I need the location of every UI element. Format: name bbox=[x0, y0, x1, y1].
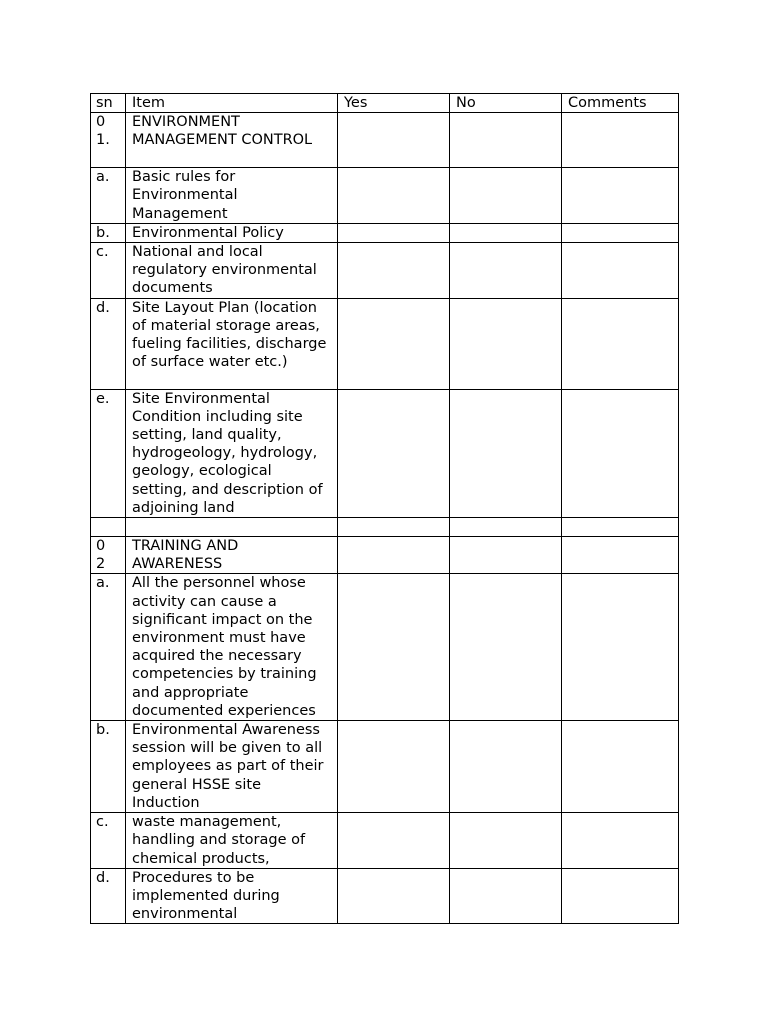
row-item: National and local regulatory environmental documents bbox=[126, 243, 338, 299]
row-no-cell[interactable] bbox=[450, 243, 562, 299]
row-no-cell[interactable] bbox=[450, 868, 562, 924]
row-no-cell[interactable] bbox=[450, 518, 562, 537]
table-row bbox=[91, 813, 679, 869]
row-comments-cell[interactable] bbox=[562, 537, 679, 574]
header-no: No bbox=[450, 94, 562, 113]
row-sn: c. bbox=[91, 243, 126, 299]
row-yes-cell[interactable] bbox=[338, 537, 450, 574]
row-yes-cell[interactable] bbox=[338, 168, 450, 224]
row-sn: 0 1. bbox=[91, 113, 126, 168]
row-no-cell[interactable] bbox=[450, 537, 562, 574]
row-item: Site Layout Plan (location of material storage areas, fueling facilities, discharge of surface water etc.) bbox=[126, 298, 338, 389]
row-item bbox=[126, 518, 338, 537]
row-yes-cell[interactable] bbox=[338, 223, 450, 242]
table-row bbox=[91, 518, 679, 537]
header-row bbox=[91, 94, 679, 113]
row-no-cell[interactable] bbox=[450, 721, 562, 813]
row-no-cell[interactable] bbox=[450, 113, 562, 168]
row-yes-cell[interactable] bbox=[338, 518, 450, 537]
row-comments-cell[interactable] bbox=[562, 113, 679, 168]
row-yes-cell[interactable] bbox=[338, 113, 450, 168]
row-sn: d. bbox=[91, 868, 126, 924]
row-sn: e. bbox=[91, 389, 126, 517]
header-comments: Comments bbox=[562, 94, 679, 113]
row-item: TRAINING AND AWARENESS bbox=[126, 537, 338, 574]
row-sn: c. bbox=[91, 813, 126, 869]
row-item: Site Environmental Condition including site setting, land quality, hydrogeology, hydrology, geology, ecological setting, and description of adjoining land bbox=[126, 389, 338, 517]
row-no-cell[interactable] bbox=[450, 389, 562, 517]
row-comments-cell[interactable] bbox=[562, 518, 679, 537]
row-yes-cell[interactable] bbox=[338, 389, 450, 517]
header-yes: Yes bbox=[338, 94, 450, 113]
row-item: Environmental Awareness session will be given to all employees as part of their general HSSE site Induction bbox=[126, 721, 338, 813]
row-comments-cell[interactable] bbox=[562, 298, 679, 389]
row-comments-cell[interactable] bbox=[562, 168, 679, 224]
row-sn: 0 2 bbox=[91, 537, 126, 574]
row-item: waste management, handling and storage of chemical products, bbox=[126, 813, 338, 869]
row-comments-cell[interactable] bbox=[562, 868, 679, 924]
table-row bbox=[91, 574, 679, 721]
row-comments-cell[interactable] bbox=[562, 721, 679, 813]
table-row bbox=[91, 113, 679, 168]
row-yes-cell[interactable] bbox=[338, 721, 450, 813]
row-no-cell[interactable] bbox=[450, 168, 562, 224]
row-item: Basic rules for Environmental Management bbox=[126, 168, 338, 224]
row-comments-cell[interactable] bbox=[562, 243, 679, 299]
row-sn: b. bbox=[91, 721, 126, 813]
row-no-cell[interactable] bbox=[450, 223, 562, 242]
table-row bbox=[91, 223, 679, 242]
table-row bbox=[91, 298, 679, 389]
row-comments-cell[interactable] bbox=[562, 813, 679, 869]
table-row bbox=[91, 537, 679, 574]
row-sn: d. bbox=[91, 298, 126, 389]
row-yes-cell[interactable] bbox=[338, 243, 450, 299]
table-row bbox=[91, 168, 679, 224]
row-item: ENVIRONMENT MANAGEMENT CONTROL bbox=[126, 113, 338, 168]
environmental-checklist-table bbox=[90, 93, 679, 924]
row-no-cell[interactable] bbox=[450, 574, 562, 721]
header-sn: sn bbox=[91, 94, 126, 113]
row-comments-cell[interactable] bbox=[562, 389, 679, 517]
row-yes-cell[interactable] bbox=[338, 298, 450, 389]
row-item: All the personnel whose activity can cause a significant impact on the environment must have acquired the necessary competencies by training and appropriate documented experiences bbox=[126, 574, 338, 721]
row-yes-cell[interactable] bbox=[338, 813, 450, 869]
row-item: Procedures to be implemented during environmental bbox=[126, 868, 338, 924]
table-row bbox=[91, 721, 679, 813]
table-body bbox=[91, 113, 679, 924]
row-yes-cell[interactable] bbox=[338, 574, 450, 721]
row-comments-cell[interactable] bbox=[562, 574, 679, 721]
row-sn: a. bbox=[91, 168, 126, 224]
table-row bbox=[91, 389, 679, 517]
row-sn: b. bbox=[91, 223, 126, 242]
row-yes-cell[interactable] bbox=[338, 868, 450, 924]
row-sn bbox=[91, 518, 126, 537]
row-no-cell[interactable] bbox=[450, 298, 562, 389]
row-no-cell[interactable] bbox=[450, 813, 562, 869]
table-row bbox=[91, 868, 679, 924]
row-sn: a. bbox=[91, 574, 126, 721]
row-comments-cell[interactable] bbox=[562, 223, 679, 242]
header-item: Item bbox=[126, 94, 338, 113]
row-item: Environmental Policy bbox=[126, 223, 338, 242]
table-row bbox=[91, 243, 679, 299]
